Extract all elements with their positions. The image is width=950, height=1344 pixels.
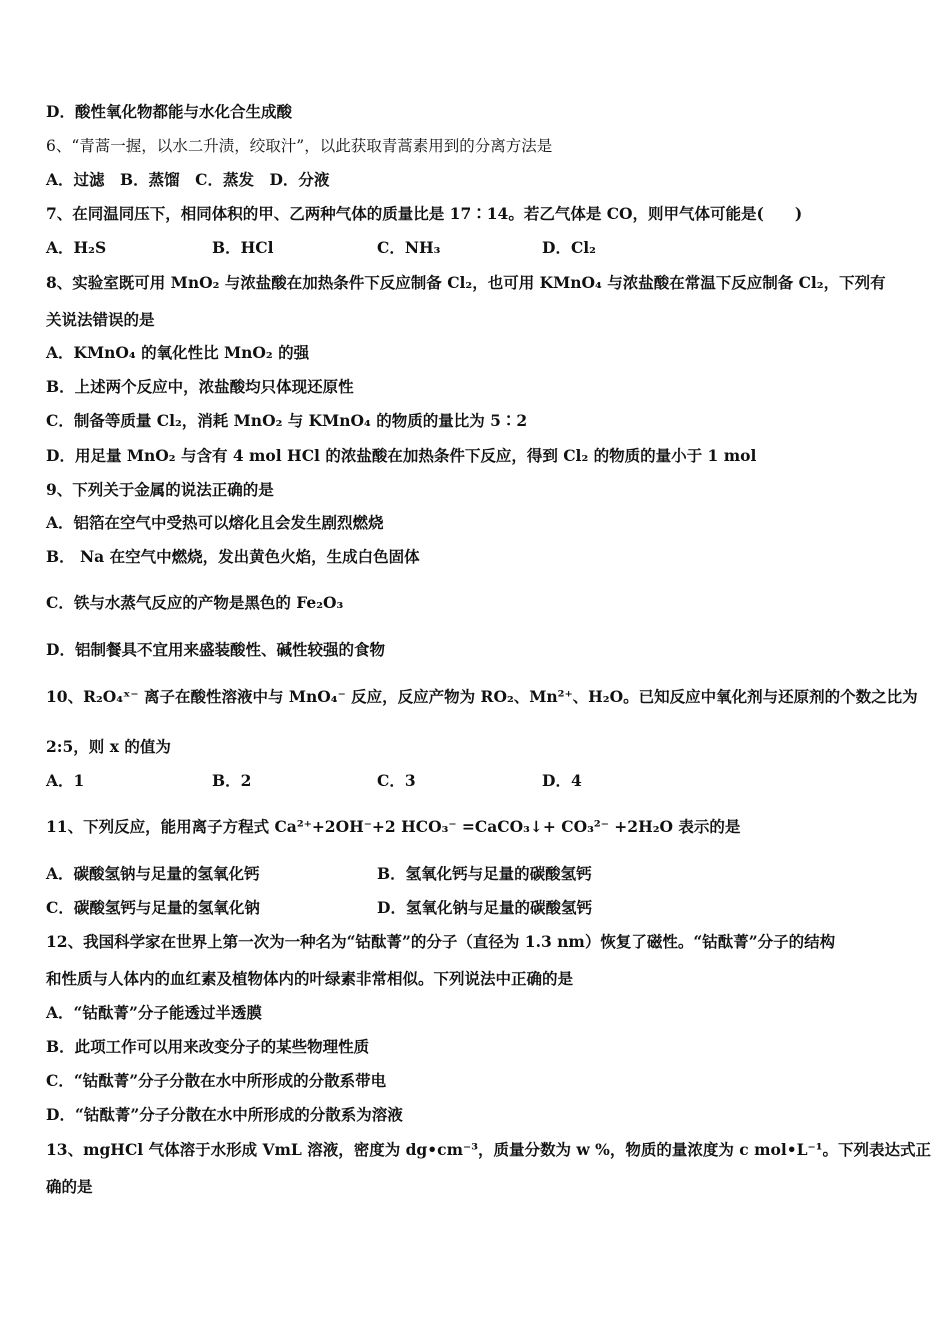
question-11-option-b: B．氢氧化钙与足量的碳酸氢钙 [377, 864, 592, 883]
question-12-option-d: D．“钴酞菁”分子分散在水中所形成的分散系为溶液 [46, 1105, 403, 1124]
question-5-option-d: D．酸性氧化物都能与水化合生成酸 [46, 102, 292, 121]
question-7-option-b: B．HCl [212, 238, 274, 257]
question-10-option-a: A．1 [46, 771, 85, 790]
question-13-stem-line-2: 确的是 [46, 1177, 93, 1196]
question-10-option-b: B．2 [212, 771, 252, 790]
question-6-options: A．过滤 B．蒸馏 C．蒸发 D．分液 [46, 170, 330, 189]
question-12-option-b: B．此项工作可以用来改变分子的某些物理性质 [46, 1037, 370, 1056]
question-8-option-b: B．上述两个反应中，浓盐酸均只体现还原性 [46, 377, 354, 396]
question-7-option-c: C．NH₃ [377, 238, 441, 257]
question-9-option-d: D．铝制餐具不宜用来盛装酸性、碱性较强的食物 [46, 640, 385, 659]
question-11-option-d: D．氢氧化钠与足量的碳酸氢钙 [377, 898, 592, 917]
question-13-stem-line-1: 13、mgHCl 气体溶于水形成 VmL 溶液，密度为 dg•cm⁻³，质量分数为 w %，物质的量浓度为 c mol•L⁻¹。下列表达式正 [46, 1140, 931, 1159]
question-10-stem-line-1: 10、R₂O₄ˣ⁻ 离子在酸性溶液中与 MnO₄⁻ 反应，反应产物为 RO₂、Mn²⁺、H₂O。已知反应中氧化剂与还原剂的个数之比为 [46, 687, 918, 706]
question-11-option-c: C．碳酸氢钙与足量的氢氧化钠 [46, 898, 260, 917]
question-12-option-a: A．“钴酞菁”分子能透过半透膜 [46, 1003, 262, 1022]
question-7-option-a: A．H₂S [46, 238, 107, 257]
question-10-option-c: C．3 [377, 771, 416, 790]
question-12-stem-line-1: 12、我国科学家在世界上第一次为一种名为“钴酞菁”的分子（直径为 1.3 nm）恢复了磁性。“钴酞菁”分子的结构 [46, 932, 836, 951]
question-10-stem-line-2: 2:5，则 x 的值为 [46, 737, 171, 756]
question-10-option-d: D．4 [542, 771, 582, 790]
question-8-option-a: A．KMnO₄ 的氧化性比 MnO₂ 的强 [46, 343, 310, 362]
question-12-option-c: C．“钴酞菁”分子分散在水中所形成的分散系带电 [46, 1071, 387, 1090]
question-9-option-b: B． Na 在空气中燃烧，发出黄色火焰，生成白色固体 [46, 547, 420, 566]
question-11-stem: 11、下列反应，能用离子方程式 Ca²⁺+2OH⁻+2 HCO₃⁻ =CaCO₃↓+ CO₃²⁻ +2H₂O 表示的是 [46, 817, 741, 836]
question-11-option-a: A．碳酸氢钠与足量的氢氧化钙 [46, 864, 260, 883]
question-6-stem: 6、“青蒿一握，以水二升渍，绞取汁”，以此获取青蒿素用到的分离方法是 [46, 137, 553, 155]
question-8-option-d: D．用足量 MnO₂ 与含有 4 mol HCl 的浓盐酸在加热条件下反应，得到 Cl₂ 的物质的量小于 1 mol [46, 446, 757, 465]
question-9-option-a: A．铝箔在空气中受热可以熔化且会发生剧烈燃烧 [46, 513, 384, 532]
question-7-stem: 7、在同温同压下，相同体积的甲、乙两种气体的质量比是 17∶14。若乙气体是 CO，则甲气体可能是( ) [46, 204, 803, 223]
question-9-stem: 9、下列关于金属的说法正确的是 [46, 480, 274, 499]
question-8-stem-line-1: 8、实验室既可用 MnO₂ 与浓盐酸在加热条件下反应制备 Cl₂，也可用 KMnO₄ 与浓盐酸在常温下反应制备 Cl₂，下列有 [46, 273, 886, 292]
question-7-option-d: D．Cl₂ [542, 238, 596, 257]
question-12-stem-line-2: 和性质与人体内的血红素及植物体内的叶绿素非常相似。下列说法中正确的是 [46, 969, 574, 988]
question-8-option-c: C．制备等质量 Cl₂，消耗 MnO₂ 与 KMnO₄ 的物质的量比为 5∶2 [46, 411, 528, 430]
question-8-stem-line-2: 关说法错误的是 [46, 310, 155, 329]
question-9-option-c: C．铁与水蒸气反应的产物是黑色的 Fe₂O₃ [46, 593, 344, 612]
